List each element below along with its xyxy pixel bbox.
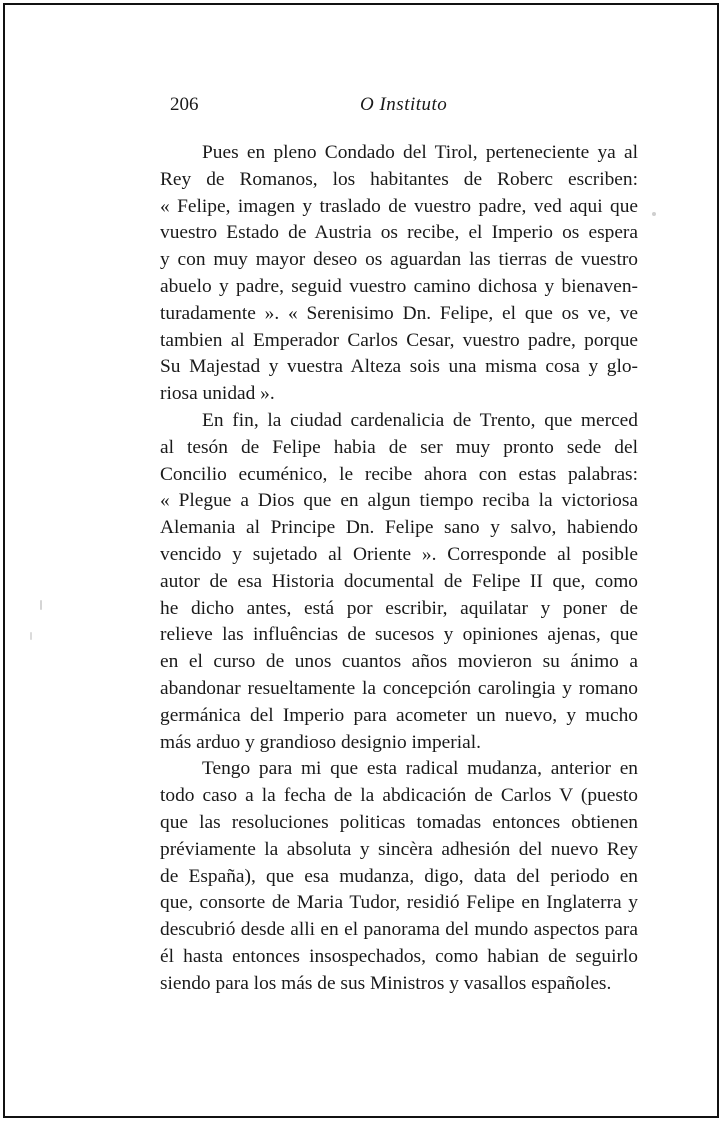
text-line: préviamente la absoluta y sincèra adhesión del nuevo Rey (160, 838, 638, 860)
text-line: todo caso a la fecha de la abdicación de Carlos V (puesto (160, 785, 638, 807)
page-header (170, 94, 636, 122)
text-line: descubrió desde alli en el panorama del mundo aspectos para (160, 919, 638, 941)
text-line: que, consorte de Maria Tudor, residió Felipe en Inglaterra y (160, 892, 638, 914)
text-line: vuestro Estado de Austria os recibe, el Imperio os espera (160, 222, 638, 244)
running-title: O Instituto (360, 94, 448, 115)
text-line: « Plegue a Dios que en algun tiempo reciba la victoriosa (160, 490, 638, 512)
scan-speck (40, 600, 42, 610)
text-line: abandonar resueltamente la concepción carolingia y romano (160, 677, 638, 699)
text-line: él hasta entonces insospechados, como habian de seguirlo (160, 945, 638, 967)
text-line: vencido y sujetado al Oriente ». Corresponde al posible (160, 543, 638, 565)
text-line: en el curso de unos cuantos años movieron su ánimo a (160, 651, 638, 673)
text-line: riosa unidad ». (160, 383, 275, 405)
text-line: autor de esa Historia documental de Felipe II que, como (160, 570, 638, 592)
text-line: abuelo y padre, seguid vuestro camino dichosa y bienaven- (160, 275, 638, 297)
text-line: siendo para los más de sus Ministros y vasallos españoles. (160, 972, 612, 994)
text-line: « Felipe, imagen y traslado de vuestro padre, ved aqui que (160, 195, 638, 217)
paragraph (160, 408, 638, 756)
paragraph (160, 140, 638, 408)
text-line: relieve las influências de sucesos y opiniones ajenas, que (160, 624, 638, 646)
text-line: de España), que esa mudanza, digo, data del periodo en (160, 865, 638, 887)
text-line: En fin, la ciudad cardenalicia de Trento, que merced (202, 409, 638, 431)
text-line: Pues en pleno Condado del Tirol, perteneciente ya al (202, 142, 638, 163)
text-line: que las resoluciones politicas tomadas entonces obtienen (160, 811, 638, 833)
body-text (160, 140, 638, 998)
paragraph (160, 756, 638, 997)
page-number: 206 (170, 94, 199, 115)
text-line: Rey de Romanos, los habitantes de Roberc escriben: (160, 168, 638, 190)
text-line: Concilio ecuménico, le recibe ahora con estas palabras: (160, 463, 638, 485)
text-line: y con muy mayor deseo os aguardan las tierras de vuestro (160, 249, 638, 271)
text-line: tambien al Emperador Carlos Cesar, vuestro padre, porque (160, 329, 638, 351)
text-line: más arduo y grandioso designio imperial. (160, 731, 481, 753)
text-line: Alemania al Principe Dn. Felipe sano y salvo, habiendo (160, 517, 638, 539)
text-line: he dicho antes, está por escribir, aquilatar y poner de (160, 597, 638, 619)
text-line: turadamente ». « Serenisimo Dn. Felipe, el que os ve, ve (160, 302, 638, 324)
scan-speck (30, 632, 32, 640)
text-line: Su Majestad y vuestra Alteza sois una misma cosa y glo- (160, 356, 638, 378)
text-line: Tengo para mi que esta radical mudanza, anterior en (202, 758, 638, 780)
text-line: al tesón de Felipe habia de ser muy pronto sede del (160, 436, 638, 458)
text-line: germánica del Imperio para acometer un nuevo, y mucho (160, 704, 638, 726)
scan-speck (652, 212, 656, 216)
